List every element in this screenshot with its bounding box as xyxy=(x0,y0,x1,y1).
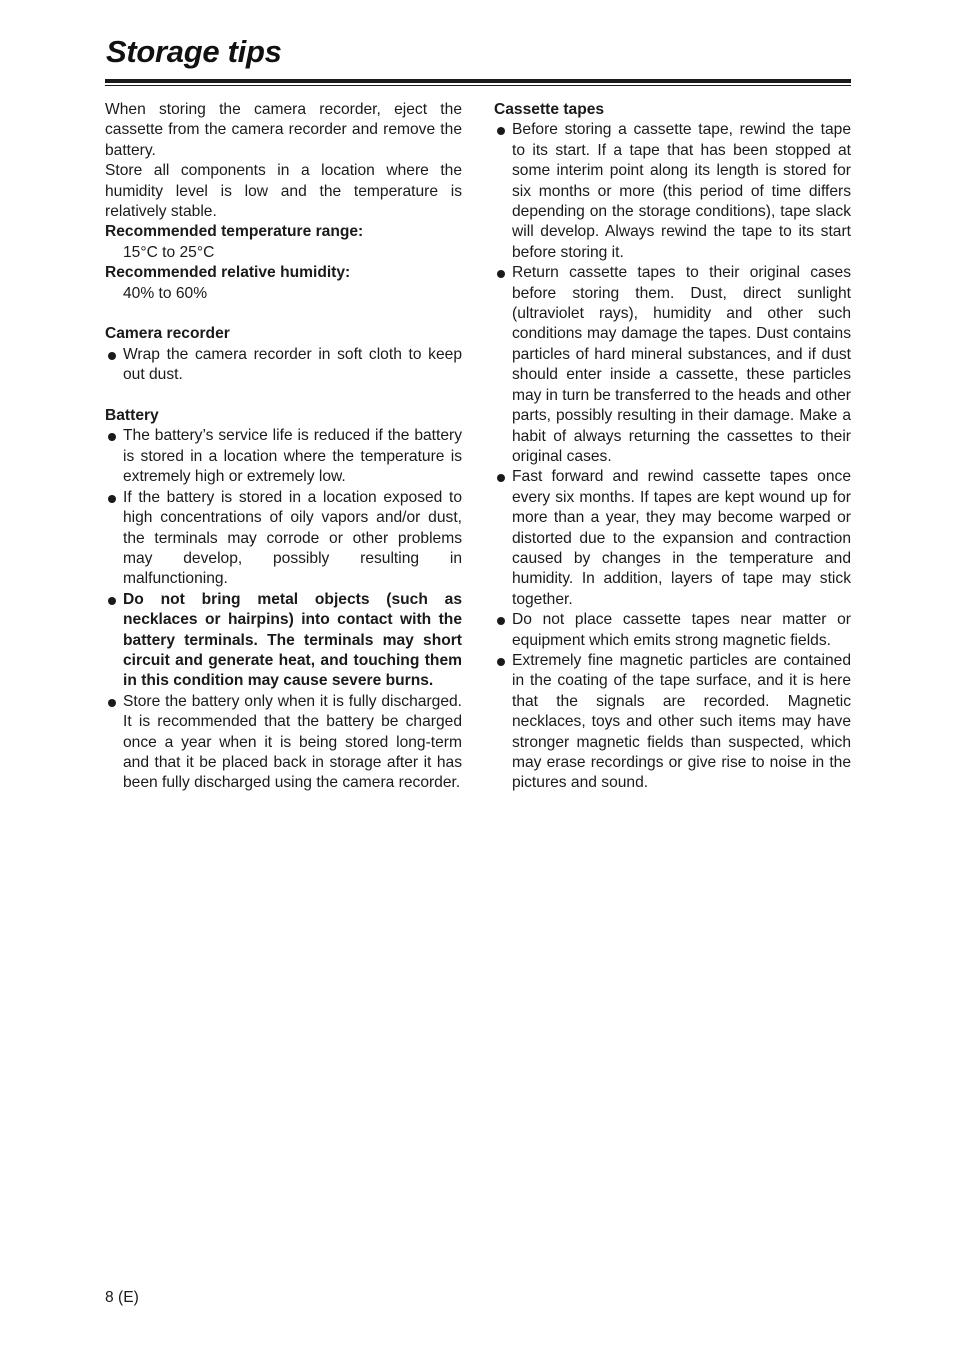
cassette-tapes-list xyxy=(494,120,851,793)
list-item-text: If the battery is stored in a location exposed to high concentrations of oily vapors and/or dust, the terminals may corrode or other problems may develop, possibly resulting in malfunctioning. xyxy=(123,488,462,588)
page-number: 8 (E) xyxy=(105,1289,139,1306)
bullet-icon xyxy=(108,699,116,707)
warning-list-item xyxy=(105,590,462,692)
left-column xyxy=(105,100,462,794)
list-item-text: Fast forward and rewind cassette tapes once every six months. If tapes are kept wound up for more than a year, they may become warped or distorted due to the expansion and contraction caused by changes in the temperature and humidity. In addition, layers of tape may stick together. xyxy=(512,468,851,608)
page-title: Storage tips xyxy=(106,34,282,69)
list-item-text: Wrap the camera recorder in soft cloth to keep out dust. xyxy=(123,345,462,384)
bullet-icon xyxy=(108,433,116,441)
list-item xyxy=(494,120,851,263)
list-item-text: Do not place cassette tapes near matter or equipment which emits strong magnetic fields. xyxy=(512,611,851,649)
bullet-icon xyxy=(497,474,505,482)
bullet-icon xyxy=(108,352,116,360)
bullet-icon xyxy=(497,127,505,135)
right-column xyxy=(494,100,851,794)
humidity-value: 40% to 60% xyxy=(123,284,208,302)
bullet-icon xyxy=(497,658,505,666)
section-heading-camera-recorder: Camera recorder xyxy=(105,325,230,343)
list-item xyxy=(105,488,462,590)
list-item xyxy=(105,692,462,794)
list-item-text: Return cassette tapes to their original cases before storing them. Dust, direct sunlight (ultraviolet rays), humidity and other such conditions may damage the tapes. Dust contains particles of hard mineral substances, and if dust should enter inside a cassette, these particles may in turn be transferred to the heads and other parts, possibly resulting in their damage. Make a habit of always returning the cassettes to their original cases. xyxy=(512,264,851,465)
spacer xyxy=(105,304,462,324)
list-item xyxy=(105,345,462,386)
bullet-icon xyxy=(497,617,505,625)
intro-paragraph-2: Store all components in a location where the humidity level is low and the temperature is relatively stable. xyxy=(105,162,462,221)
list-item-text: Store the battery only when it is fully discharged. It is recommended that the battery be charged once a year when it is being stored long-term and that it be placed back in storage after it has been fully discharged using the camera recorder. xyxy=(123,692,462,792)
list-item-text: Before storing a cassette tape, rewind the tape to its start. If a tape that has been stopped at some interim point along its length is stored for six months or more (this period of time differs depending on the storage conditions), tape slack will develop. Always rewind the tape to its start before storing it. xyxy=(512,121,851,261)
warning-text: Do not bring metal objects (such as necklaces or hairpins) into contact with the battery terminals. The terminals may short circuit and generate heat, and touching them in this condition may cause severe burns. xyxy=(123,590,462,690)
bullet-icon xyxy=(108,495,116,503)
list-item xyxy=(494,263,851,467)
list-item xyxy=(494,651,851,794)
temperature-value: 15°C to 25°C xyxy=(123,243,215,261)
list-item xyxy=(105,426,462,487)
list-item xyxy=(494,467,851,610)
title-divider-thin xyxy=(105,85,851,86)
spacer xyxy=(105,386,462,406)
bullet-icon xyxy=(497,270,505,278)
list-item-text: Extremely fine magnetic particles are contained in the coating of the tape surface, and it is here that the signals are recorded. Magnetic necklaces, toys and other such items may have stronger magnetic fields than suspected, which may erase recordings or give rise to noise in the pictures and sound. xyxy=(512,651,851,792)
bullet-icon xyxy=(108,597,116,605)
humidity-label: Recommended relative humidity: xyxy=(105,264,351,282)
intro-paragraph-1: When storing the camera recorder, eject the cassette from the camera recorder and remove the battery. xyxy=(105,101,462,159)
list-item-text: The battery’s service life is reduced if the battery is stored in a location where the temperature is extremely high or extremely low. xyxy=(123,427,462,486)
battery-list xyxy=(105,426,462,793)
section-heading-cassette-tapes: Cassette tapes xyxy=(494,101,605,118)
section-heading-battery: Battery xyxy=(105,407,159,425)
camera-recorder-list xyxy=(105,345,462,386)
list-item xyxy=(494,610,851,651)
title-divider-thick xyxy=(105,79,851,83)
temperature-label: Recommended temperature range: xyxy=(105,223,364,241)
